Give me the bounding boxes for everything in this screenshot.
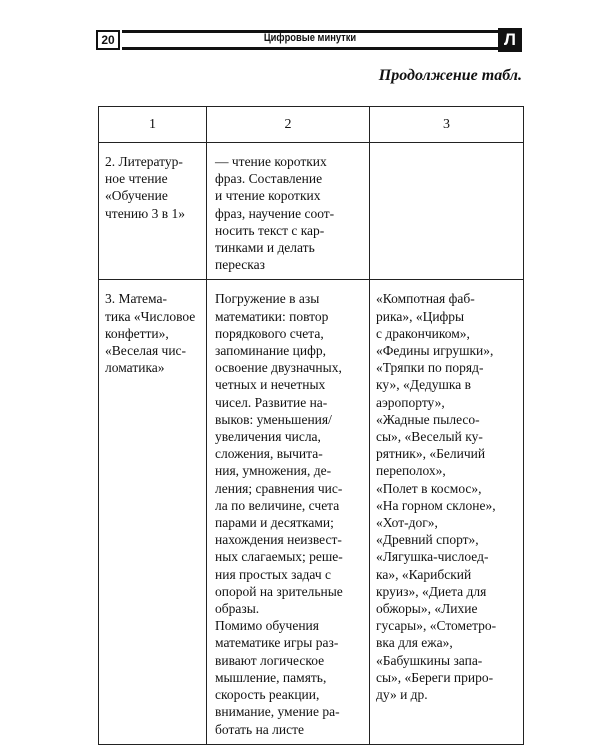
cell-text-line: образы. (215, 601, 260, 617)
cell-text-line: и чтение коротких (215, 188, 321, 204)
cell-text-line: Помимо обучения (215, 618, 319, 634)
cell-text-line: выков: уменьшения/ (215, 411, 332, 427)
cell-text-line: ных слагаемых; реше- (215, 549, 343, 565)
table-cell (207, 280, 370, 744)
table-cell (370, 143, 524, 280)
column-header: 3 (370, 107, 524, 143)
cell-text-line: математики: повтор (215, 308, 329, 324)
cell-text-line: «Тряпки по поряд- (376, 360, 484, 376)
cell-text-line: математике игры раз- (215, 635, 339, 651)
cell-text-line: переполох», (376, 463, 446, 479)
cell-text-line: ния простых задач с (215, 566, 331, 582)
cell-text-line: ломатика» (105, 360, 165, 376)
table-cell (99, 280, 207, 744)
cell-text-line: мышление, память, (215, 669, 327, 685)
cell-text-line: ления; сравнения чис- (215, 480, 343, 496)
cell-text-line: ку», «Дедушка в (376, 377, 472, 393)
table-header-row (99, 107, 524, 143)
cell-text-line: пересказ (215, 257, 265, 273)
cell-text-line: сы», «Веселый ку- (376, 429, 483, 445)
cell-text-line: сы», «Береги приро- (376, 669, 494, 685)
cell-text-line: «Жадные пылесо- (376, 411, 480, 427)
cell-text-line: аэропорту», (376, 394, 445, 410)
content-table (98, 106, 524, 745)
cell-text-line: 3. Матема- (105, 291, 167, 307)
table-cell (207, 143, 370, 280)
cell-text-line: внимание, умение ра- (215, 704, 340, 720)
cell-text-line: круиз», «Диета для (376, 583, 487, 599)
cell-text-line: ботать на листе (215, 721, 305, 737)
cell-text-line: «На горном склоне», (376, 497, 496, 513)
table-row (99, 143, 524, 280)
page-number: 20 (96, 30, 120, 50)
cell-text-line: гусары», «Стометро- (376, 618, 497, 634)
cell-text-line: 2. Литератур- (105, 154, 183, 169)
cell-text-line: рика», «Цифры (376, 308, 465, 324)
cell-text-line: тика «Числовое (105, 308, 196, 324)
cell-text-line: ное чтение (105, 171, 168, 187)
cell-text-line: порядкового счета, (215, 325, 324, 341)
cell-text-line: скорость реакции, (215, 687, 320, 703)
cell-text-line: обжоры», «Лихие (376, 601, 478, 617)
cell-text-line: увеличения числа, (215, 429, 321, 445)
page-header (96, 30, 522, 52)
cell-text-line: рятник», «Беличий (376, 446, 486, 462)
cell-text-line: носить текст с кар- (215, 222, 325, 238)
cell-text-line: «Полет в космос», (376, 480, 482, 496)
cell-text-line: тинками и делать (215, 240, 315, 256)
cell-text-line: Погружение в азы (215, 291, 320, 307)
cell-text-line: вивают логическое (215, 652, 325, 668)
cell-text-line: — чтение коротких (215, 154, 327, 169)
cell-text-line: четных и нечетных (215, 377, 326, 393)
cell-text-line: «Федины игрушки», (376, 343, 494, 359)
cell-text-line: «Хот-дог», (376, 515, 438, 531)
cell-text-line: «Обучение (105, 188, 168, 204)
cell-text-line: конфетти», (105, 325, 169, 341)
running-title: Цифровые минутки (263, 32, 357, 44)
cell-text-line: запоминание цифр, (215, 343, 326, 359)
cell-text-line: чисел. Развитие на- (215, 394, 328, 410)
column-header: 2 (207, 107, 370, 143)
cell-text-line: ду» и др. (376, 687, 428, 703)
cell-text-line: фраз, научение соот- (215, 205, 335, 221)
cell-text-line: опорой на зрительные (215, 583, 343, 599)
cell-text-line: фраз. Составление (215, 171, 323, 187)
cell-text-line: освоение двузначных, (215, 360, 342, 376)
cell-text-line: с дракончиком», (376, 325, 470, 341)
cell-text-line: «Древний спорт», (376, 532, 479, 548)
table-caption: Продолжение табл. (378, 67, 522, 84)
column-header: 1 (99, 107, 207, 143)
table-row (99, 280, 524, 744)
cell-text-line: «Бабушкины запа- (376, 652, 483, 668)
cell-text-line: ка», «Карибский (376, 566, 472, 582)
cell-text-line: парами и десятками; (215, 515, 334, 531)
cell-text-line: нахождения неизвест- (215, 532, 342, 548)
cell-text-line: ния, умножения, де- (215, 463, 332, 479)
cell-text-line: чтению 3 в 1» (105, 205, 185, 221)
cell-text-line: вка для ежа», (376, 635, 453, 651)
section-letter-badge: Л (498, 28, 522, 52)
cell-text-line: «Компотная фаб- (376, 291, 475, 307)
cell-text-line: ла по величине, счета (215, 497, 340, 513)
table-cell (370, 280, 524, 744)
cell-text-line: «Веселая чис- (105, 343, 187, 359)
table-cell (99, 143, 207, 280)
cell-text-line: «Лягушка-числоед- (376, 549, 489, 565)
cell-text-line: сложения, вычита- (215, 446, 323, 462)
